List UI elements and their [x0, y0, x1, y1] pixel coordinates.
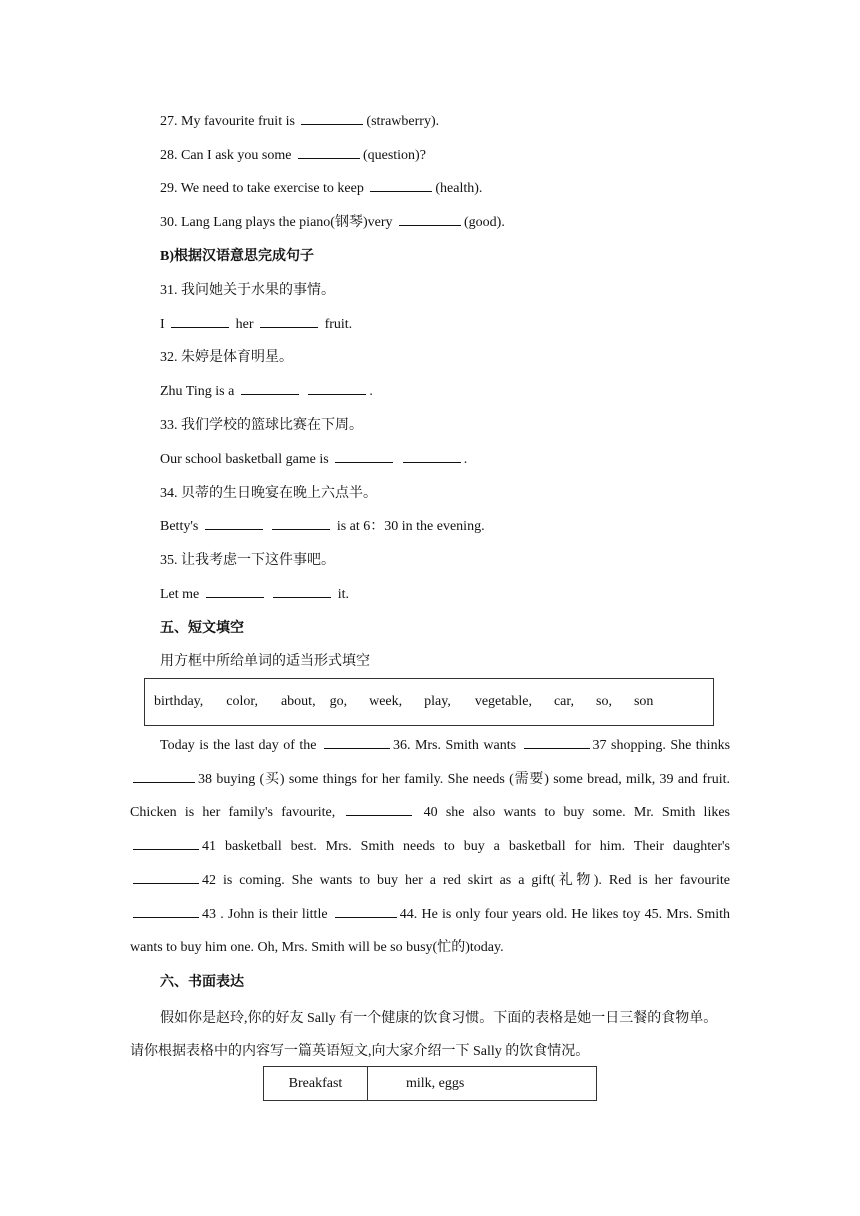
- passage-text: 44. He is only four years old. He likes toy 45. Mrs. Smith wants to buy him one. Oh, Mrs. Smith will be so busy(忙的)today.: [130, 906, 731, 956]
- answer-blank[interactable]: [308, 382, 366, 395]
- translation-32-en: [160, 382, 373, 402]
- hint-text: (strawberry).: [366, 114, 440, 129]
- sentence-text: .: [463, 452, 468, 467]
- hint-text: (question)?: [362, 148, 426, 163]
- translation-35-cn: 35. 让我考虑一下这件事吧。: [160, 553, 335, 568]
- answer-blank[interactable]: [206, 585, 264, 598]
- translation-34-en: [160, 517, 485, 537]
- answer-blank-40[interactable]: [346, 803, 412, 816]
- word-option: go,: [329, 694, 348, 709]
- sentence-text: Lang Lang plays the piano(钢琴)very: [181, 215, 393, 230]
- translation-35-en: [160, 585, 349, 605]
- answer-blank[interactable]: [298, 146, 360, 159]
- sentence-text: Let me: [160, 587, 200, 602]
- answer-blank[interactable]: [241, 382, 299, 395]
- passage-text: 43 . John is their little: [202, 906, 328, 922]
- passage-text: 38 buying (买) some things for her family. She needs (需要) some bread, milk, 39 and fruit. Chicken is her family's favourite,: [130, 771, 730, 821]
- item-number: 27.: [160, 114, 178, 129]
- sentence-text: Our school basketball game is: [160, 452, 329, 467]
- answer-blank[interactable]: [370, 179, 432, 192]
- answer-blank[interactable]: [301, 112, 363, 125]
- answer-blank[interactable]: [399, 213, 461, 226]
- answer-blank[interactable]: [403, 450, 461, 463]
- passage-text: 36. Mrs. Smith wants: [392, 738, 517, 753]
- sentence-text: My favourite fruit is: [181, 114, 295, 129]
- exercise-30: [160, 213, 505, 233]
- passage-text: 37 shopping. She thinks: [592, 738, 731, 753]
- answer-blank[interactable]: [205, 517, 263, 530]
- exercise-27: [160, 112, 439, 132]
- word-option: birthday,: [154, 694, 204, 709]
- answer-blank[interactable]: [171, 315, 229, 328]
- word-option: color,: [226, 694, 258, 709]
- sentence-text: it.: [337, 587, 350, 602]
- sentence-text: I: [160, 317, 165, 332]
- answer-blank-42[interactable]: [133, 871, 199, 884]
- hint-text: (health).: [435, 181, 483, 196]
- section-5-instruction: 用方框中所给单词的适当形式填空: [160, 654, 370, 669]
- sentence-text: Zhu Ting is a: [160, 384, 235, 399]
- word-option: so,: [596, 694, 612, 709]
- passage-text: 41 basketball best. Mrs. Smith needs to buy a basketball for him. Their daughter's: [202, 839, 730, 855]
- translation-34-cn: 34. 贝蒂的生日晚宴在晚上六点半。: [160, 486, 377, 501]
- sentence-text: her: [235, 317, 254, 332]
- word-option: car,: [553, 694, 574, 709]
- translation-31-cn: 31. 我问她关于水果的事情。: [160, 283, 335, 298]
- sentence-text: .: [369, 384, 373, 399]
- translation-32-cn: 32. 朱婷是体育明星。: [160, 350, 293, 365]
- section-6-prompt: [130, 1002, 730, 1068]
- translation-33-cn: 33. 我们学校的篮球比赛在下周。: [160, 418, 363, 433]
- section-5-title: 五、短文填空: [160, 621, 244, 636]
- item-number: 29.: [160, 181, 178, 196]
- word-option: son: [633, 694, 654, 709]
- answer-blank[interactable]: [260, 315, 318, 328]
- word-option: play,: [424, 694, 451, 709]
- cloze-passage: [130, 729, 730, 965]
- item-number: 28.: [160, 148, 178, 163]
- translation-31-en: [160, 315, 352, 335]
- sentence-text: We need to take exercise to keep: [180, 181, 364, 196]
- answer-blank[interactable]: [273, 585, 331, 598]
- section-b-title: B)根据汉语意思完成句子: [160, 249, 314, 264]
- exercise-28: [160, 146, 426, 166]
- sentence-text: fruit.: [324, 317, 353, 332]
- meal-cell: Breakfast: [264, 1067, 368, 1101]
- answer-blank-41[interactable]: [133, 837, 199, 850]
- answer-blank[interactable]: [335, 450, 393, 463]
- passage-text: 42 is coming. She wants to buy her a red skirt as a gift(礼物). Red is her favourite: [202, 872, 730, 888]
- table-row: [264, 1067, 597, 1101]
- word-option: week,: [369, 694, 403, 709]
- answer-blank-38[interactable]: [133, 770, 195, 783]
- section-6-title: 六、书面表达: [160, 975, 244, 990]
- passage-text: 40 she also wants to buy some. Mr. Smith likes: [423, 805, 731, 821]
- hint-text: (good).: [464, 215, 505, 230]
- answer-blank-43[interactable]: [133, 905, 199, 918]
- food-cell: milk, eggs: [368, 1067, 597, 1101]
- translation-33-en: [160, 450, 467, 470]
- word-box: [144, 678, 714, 726]
- word-option: vegetable,: [474, 694, 532, 709]
- answer-blank-36[interactable]: [324, 736, 390, 749]
- word-option: about,: [280, 694, 316, 709]
- item-number: 30.: [160, 215, 178, 230]
- answer-blank-37[interactable]: [524, 736, 590, 749]
- meal-table: [263, 1066, 597, 1101]
- sentence-text: is at 6：30 in the evening.: [336, 519, 485, 534]
- exercise-29: [160, 179, 482, 199]
- sentence-text: Betty's: [160, 519, 199, 534]
- sentence-text: Can I ask you some: [181, 148, 292, 163]
- prompt-text: 假如你是赵玲,你的好友 Sally 有一个健康的饮食习惯。下面的表格是她一日三餐的食物单。请你根据表格中的内容写一篇英语短文,向大家介绍一下 Sally 的饮食情况。: [130, 1011, 718, 1059]
- answer-blank[interactable]: [272, 517, 330, 530]
- answer-blank-44[interactable]: [335, 905, 397, 918]
- passage-text: Today is the last day of the: [160, 738, 317, 753]
